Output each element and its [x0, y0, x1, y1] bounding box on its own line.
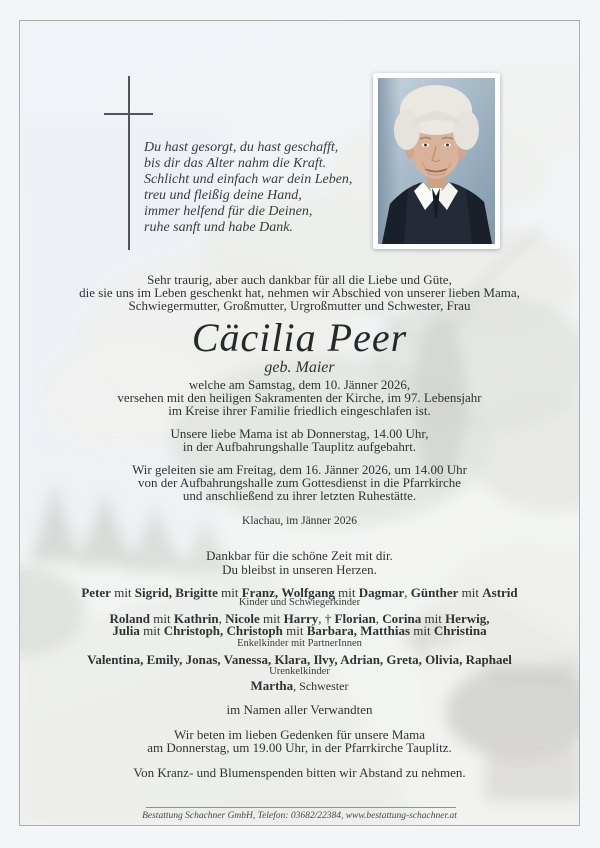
family-grandchildren-caption: Enkelkinder mit PartnerInnen [237, 638, 362, 649]
family-great-grandchildren: Valentina, Emily, Jonas, Vanessa, Klara, Ilvy, Adrian, Greta, Olivia, Raphael [87, 652, 512, 667]
family-children: Peter mit Sigrid, Brigitte mit Franz, Wolfgang mit Dagmar, Günther mit Astrid [81, 585, 518, 600]
sister-name: Martha [250, 678, 294, 693]
family-closing: im Namen aller Verwandten [226, 702, 373, 717]
intro-text: Sehr traurig, aber auch dankbar für all die Liebe und Güte, die sie uns im Leben geschenkt hat, nehmen wir Abschied von unserer lieben Mama, Schwiegermutter, Großmutter, Urgroßmutter und Schwester, Frau [79, 272, 520, 313]
family-great-grandchildren-caption: Urenkelkinder [269, 666, 330, 677]
sister-relation: , Schwester [293, 679, 349, 693]
sister-line [30, 679, 569, 693]
laying-out-notice: Unsere liebe Mama ist ab Donnerstag, 14.00 Uhr, in der Aufbahrungshalle Tauplitz aufgebahrt. [170, 426, 429, 454]
farewell-verse: Dankbar für die schöne Zeit mit dir. Du bleibst in unseren Herzen. [206, 548, 393, 577]
portrait-photo [373, 73, 500, 249]
portrait-photo-image [378, 78, 495, 244]
footer-divider [146, 807, 456, 808]
cross-vertical-bar [128, 76, 130, 250]
card-frame [19, 20, 580, 826]
family-children-caption: Kinder und Schwiegerkinder [238, 597, 361, 608]
family-grandchildren: Roland mit Kathrin, Nicole mit Harry, † Florian, Corina mit Herwig, Julia mit Christoph, Christoph mit Barbara, Matthias mit Christina [109, 611, 490, 638]
place-date: Klachau, im Jänner 2026 [242, 515, 357, 527]
funeral-home-footer: Bestattung Schachner GmbH, Telefon: 03682/22384, www.bestattung-schachner.at [142, 811, 457, 821]
flowers-notice: Von Kranz- und Blumenspenden bitten wir Abstand zu nehmen. [133, 765, 466, 780]
death-notice: welche am Samstag, dem 10. Jänner 2026, versehen mit den heiligen Sakramenten der Kirche, im 97. Lebensjahr im Kreise ihrer Familie friedlich eingeschlafen ist. [117, 377, 482, 418]
cross-horizontal-bar [104, 113, 153, 115]
prayer-notice: Wir beten im lieben Gedenken für unsere Mama am Donnerstag, um 19.00 Uhr, in der Pfarrkirche Tauplitz. [147, 727, 452, 755]
maiden-name: geb. Maier [264, 359, 335, 376]
deceased-name: Cäcilia Peer [191, 315, 408, 360]
memorial-poem: Du hast gesorgt, du hast geschafft, bis dir das Alter nahm die Kraft. Schlicht und einfach war dein Leben, treu und fleißig deine Hand, immer helfend für die Deinen, ruhe sanft und habe Dank. [144, 140, 353, 235]
funeral-notice: Wir geleiten sie am Freitag, dem 16. Jänner 2026, um 14.00 Uhr von der Aufbahrungshalle zum Gottesdienst in die Pfarrkirche und anschließend zu ihrer letzten Ruhestätte. [132, 462, 467, 503]
